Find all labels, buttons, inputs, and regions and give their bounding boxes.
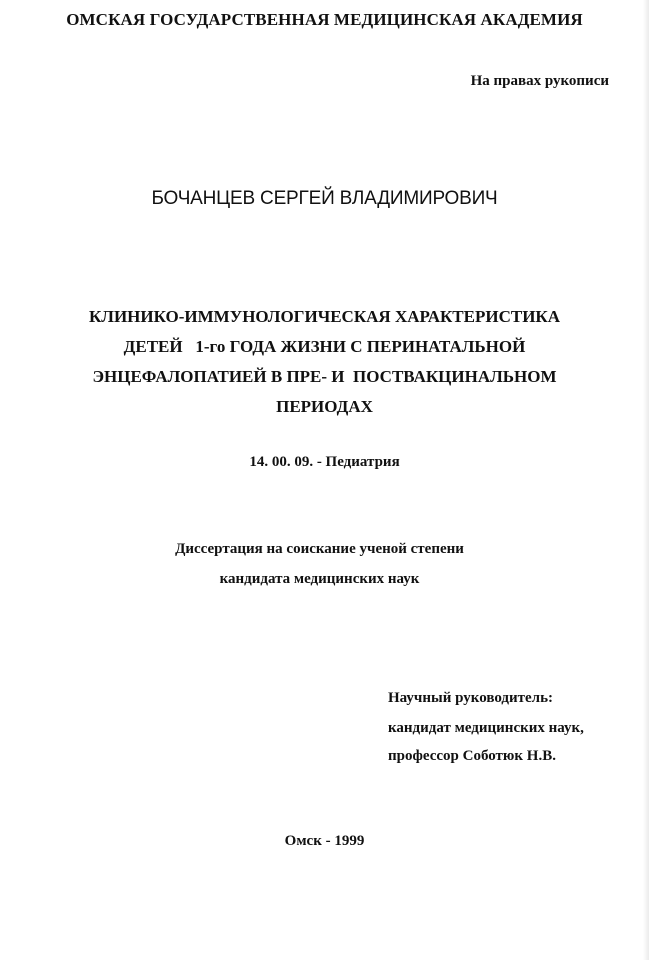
specialty-code: 14. 00. 09. - Педиатрия bbox=[249, 454, 400, 470]
institution-name: ОМСКАЯ ГОСУДАРСТВЕННАЯ МЕДИЦИНСКАЯ АКАДЕМИЯ bbox=[66, 10, 583, 29]
thesis-title-line-4: ПЕРИОДАХ bbox=[276, 397, 373, 416]
advisor-name: профессор Соботюк Н.В. bbox=[388, 748, 556, 764]
advisor-degree: кандидат медицинских наук, bbox=[388, 720, 584, 736]
thesis-title-line-2: ДЕТЕЙ 1-го ГОДА ЖИЗНИ С ПЕРИНАТАЛЬНОЙ bbox=[123, 337, 526, 356]
advisor-heading: Научный руководитель: bbox=[388, 690, 553, 706]
degree-line-1: Диссертация на соискание ученой степени bbox=[175, 541, 464, 557]
thesis-title-line-1: КЛИНИКО-ИММУНОЛОГИЧЕСКАЯ ХАРАКТЕРИСТИКА bbox=[88, 307, 561, 326]
author-name: БОЧАНЦЕВ СЕРГЕЙ ВЛАДИМИРОВИЧ bbox=[151, 188, 498, 209]
degree-line-2: кандидата медицинских наук bbox=[219, 571, 420, 587]
scan-edge-shadow bbox=[643, 0, 649, 960]
thesis-title-line-3: ЭНЦЕФАЛОПАТИЕЙ В ПРЕ- И ПОСТВАКЦИНАЛЬНОМ bbox=[92, 367, 557, 386]
place-and-year: Омск - 1999 bbox=[284, 833, 365, 849]
rights-notice: На правах рукописи bbox=[470, 73, 609, 89]
